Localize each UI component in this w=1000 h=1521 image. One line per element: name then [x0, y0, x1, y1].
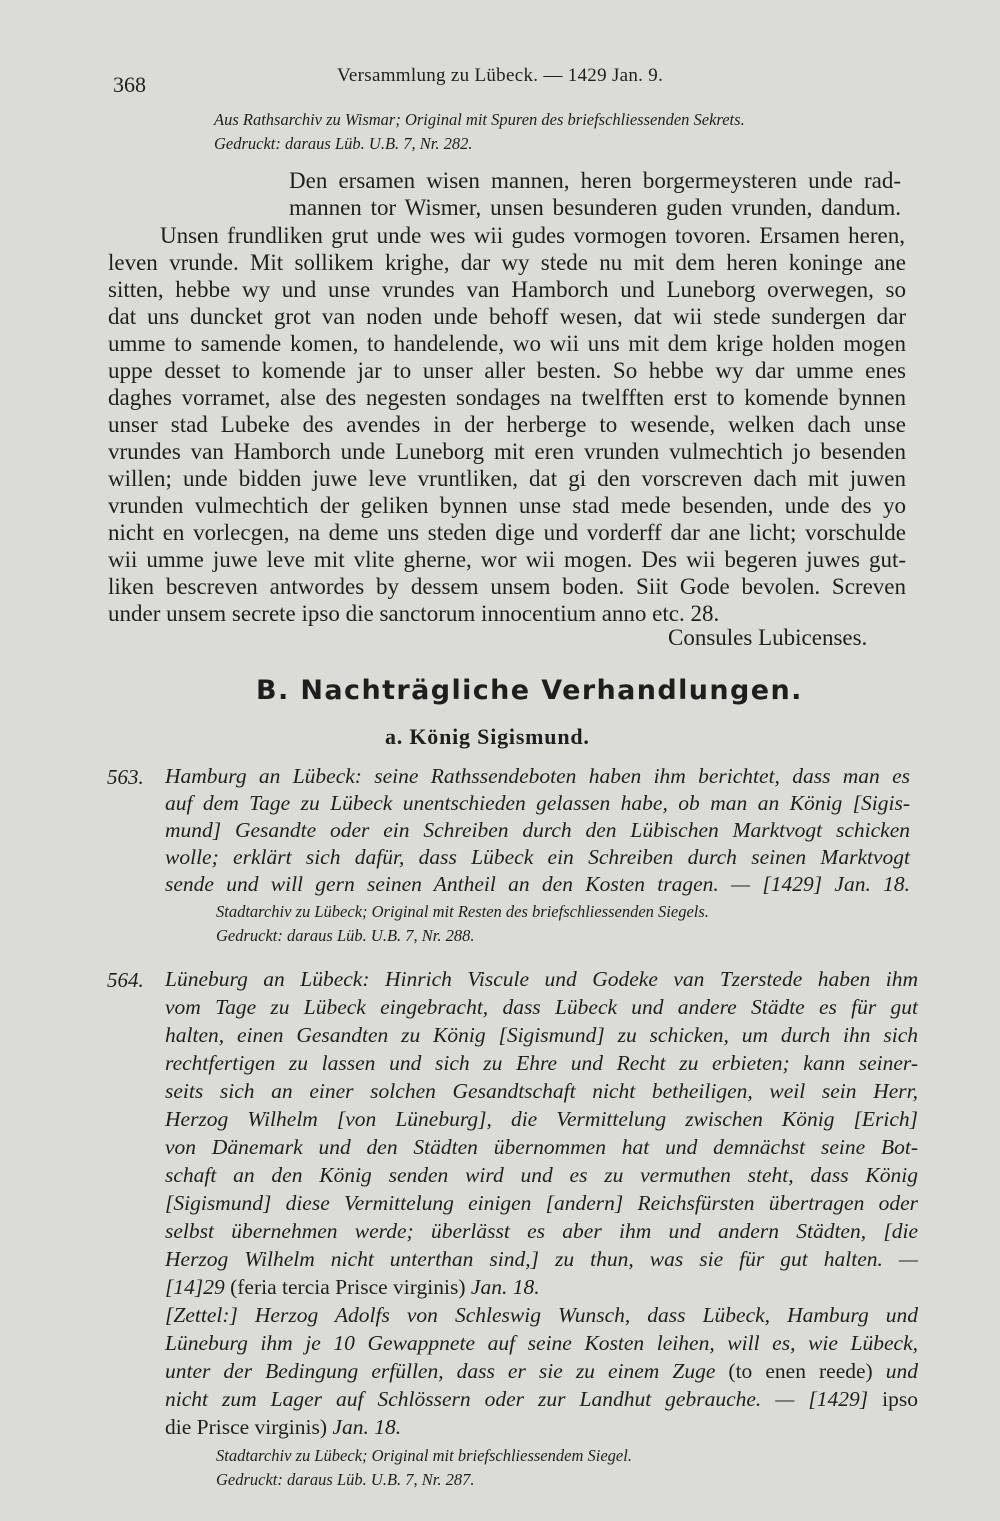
entry-564-source: Stadtarchiv zu Lübeck; Original mit briefschliessendem Siegel. — [216, 1446, 632, 1465]
entry-564-line: schaft an den König senden wird und es zu vermuthen steht, dass König — [165, 1163, 918, 1187]
section-heading: B. Nachträgliche Verhandlungen. — [256, 675, 803, 706]
entry-564-line: [Sigismund] diese Vermittelung einigen [andern] Reichsfürsten übertragen oder — [165, 1191, 918, 1215]
letter-line: Unsen frundliken grut unde wes wii gudes vormogen tovoren. Ersamen heren, — [160, 223, 905, 248]
letter-line: uppe desset to komende jar to unser aller besten. So hebbe wy dar umme enes — [108, 358, 906, 383]
letter-line: sitten, hebbe wy und unse vrundes van Hamborch und Luneborg overwegen, so — [108, 277, 906, 302]
page-number: 368 — [113, 72, 146, 97]
entry-563-line: sende und will gern seinen Antheil an den Kosten tragen. — [1429] Jan. 18. — [165, 872, 910, 896]
entry-number: 564. — [107, 968, 144, 992]
entry-number: 563. — [107, 765, 144, 789]
letter-line: dat uns duncket grot van noden unde behoff wesen, dat wii stede sundergen dar — [108, 304, 906, 329]
entry-564-line: von Dänemark und den Städten übernommen hat und demnächst seine Bot- — [165, 1135, 918, 1159]
entry-563-source: Gedruckt: daraus Lüb. U.B. 7, Nr. 288. — [216, 926, 475, 945]
intro-source-line: Aus Rathsarchiv zu Wismar; Original mit Spuren des briefschliessenden Sekrets. — [214, 110, 745, 129]
entry-564-zettel-line: [Zettel:] Herzog Adolfs von Schleswig Wunsch, dass Lübeck, Hamburg und — [165, 1303, 918, 1327]
entry-564-line: halten, einen Gesandten zu König [Sigismund] zu schicken, um durch ihn sich — [165, 1023, 918, 1047]
entry-564-zettel-line: Lüneburg ihm je 10 Gewappnete auf seine Kosten leihen, will es, wie Lübeck, — [165, 1331, 918, 1355]
letter-line: wii umme juwe leve mit vlite gherne, wor wii mogen. Des wii begeren juwes gut- — [108, 547, 906, 572]
address-line: mannen tor Wismer, unsen besunderen guden vrunden, dandum. — [289, 195, 901, 220]
entry-563-line: auf dem Tage zu Lübeck unentschieden gelassen habe, ob man an König [Sigis- — [165, 791, 910, 815]
entry-564-line: vom Tage zu Lübeck eingebracht, dass Lübeck und andere Städte es für gut — [165, 995, 918, 1019]
entry-563-line: wolle; erklärt sich dafür, dass Lübeck ein Schreiben durch seinen Marktvogt — [165, 845, 910, 869]
letter-line: daghes vorramet, alse des negesten sondages na twelfften erst to komende bynnen — [108, 385, 906, 410]
entry-564-line: Herzog Wilhelm nicht unterthan sind,] zu thun, was sie für gut halten. — — [165, 1247, 918, 1271]
entry-564-line: Herzog Wilhelm [von Lüneburg], die Vermittelung zwischen König [Erich] — [165, 1107, 918, 1131]
letter-line: willen; unde bidden juwe leve vruntliken, dat gi den vorscreven dach mit juwen — [108, 466, 906, 491]
address-line: Den ersamen wisen mannen, heren borgermeysteren unde rad- — [289, 168, 901, 193]
entry-564-line: rechtfertigen zu lassen und sich zu Ehre und Recht zu erbieten; kann seiner- — [165, 1051, 918, 1075]
letter-line: unser stad Lubeke des avendes in der herberge to wesende, welken dach unse — [108, 412, 906, 437]
subsection-heading: a. König Sigismund. — [385, 724, 590, 749]
intro-source-line: Gedruckt: daraus Lüb. U.B. 7, Nr. 282. — [214, 134, 473, 153]
entry-563-source: Stadtarchiv zu Lübeck; Original mit Resten des briefschliessenden Siegels. — [216, 902, 709, 921]
entry-564-date-line: [14]29 (feria tercia Prisce virginis) Jan. 18. — [165, 1275, 540, 1299]
letter-line: umme to samende komen, to handelende, wo wii uns mit dem krige holden mogen — [108, 331, 906, 356]
entry-563-line: mund] Gesandte oder ein Schreiben durch den Lübischen Marktvogt schicken — [165, 818, 910, 842]
letter-line: nicht en vorlecgen, na deme uns steden dige und vorderff dar ane licht; vorschulde — [108, 520, 906, 545]
entry-564-source: Gedruckt: daraus Lüb. U.B. 7, Nr. 287. — [216, 1470, 475, 1489]
entry-564-zettel-line: unter der Bedingung erfüllen, dass er sie zu einem Zuge (to enen reede) und — [165, 1359, 918, 1383]
entry-564-line: seits sich an einer solchen Gesandtschaft nicht betheiligen, weil sein Herr, — [165, 1079, 918, 1103]
letter-line: liken bescreven antwordes by dessem unsem boden. Siit Gode bevolen. Screven — [108, 574, 906, 599]
letter-line: under unsem secrete ipso die sanctorum innocentium anno etc. 28. — [108, 601, 720, 626]
letter-line: vrundes van Hamborch unde Luneborg mit eren vrunden vulmechtich jo besenden — [108, 439, 906, 464]
running-title: Versammlung zu Lübeck. — 1429 Jan. 9. — [337, 65, 664, 86]
entry-564-line: Lüneburg an Lübeck: Hinrich Viscule und Godeke van Tzerstede haben ihm — [165, 967, 918, 991]
entry-563-line: Hamburg an Lübeck: seine Rathssendeboten haben ihm berichtet, dass man es — [165, 764, 910, 788]
entry-564-line: selbst übernehmen werde; überlässt es aber ihm und andern Städten, [die — [165, 1219, 918, 1243]
letter-line: vrunden vulmechtich der geliken bynnen unse stad mede besenden, unde des yo — [108, 493, 906, 518]
entry-564-zettel-line: nicht zum Lager auf Schlössern oder zur Landhut gebrauche. — [1429] ipso — [165, 1387, 918, 1411]
letter-line: leven vrunde. Mit sollikem krighe, dar wy stede nu mit dem heren koninge ane — [108, 250, 906, 275]
letter-signature: Consules Lubicenses. — [668, 625, 868, 650]
entry-564-zettel-line: die Prisce virginis) Jan. 18. — [165, 1415, 402, 1439]
